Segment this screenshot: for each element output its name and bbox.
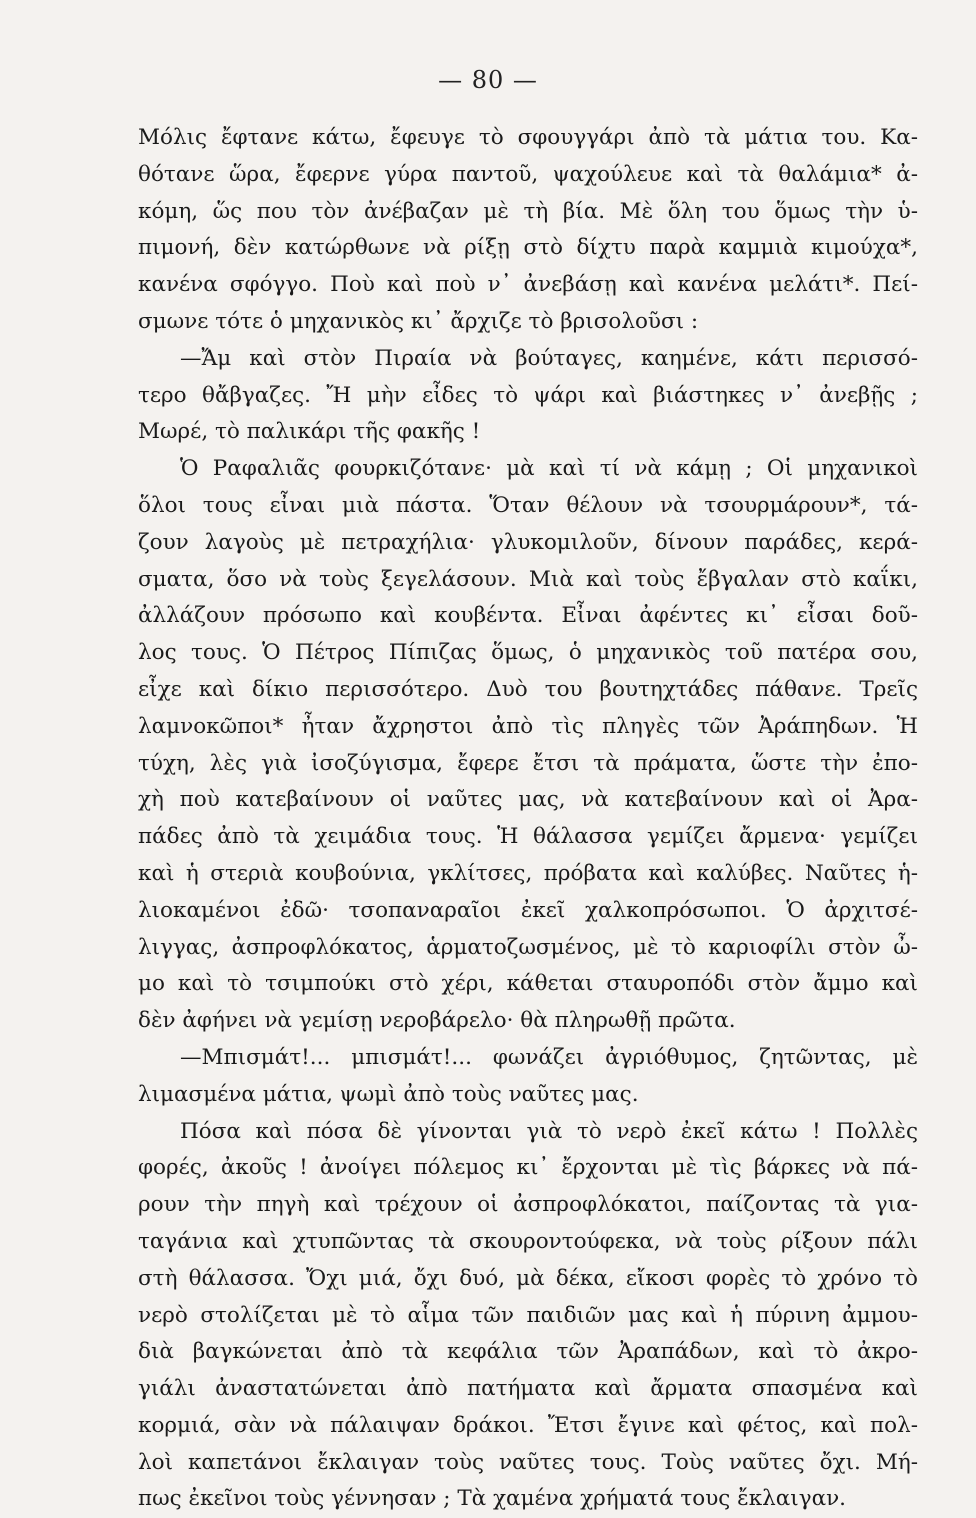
text-line: τύχη, λὲς γιὰ ἰσοζύγισμα, ἔφερε ἔτσι τὰ πράματα, ὥστε τὴν ἐπο- <box>138 750 918 776</box>
text-line: κόμη, ὥς που τὸν ἀνέβαζαν μὲ τὴ βία. Μὲ ὅλη του ὅμως τὴν ὑ- <box>138 198 918 224</box>
text-line: ἀλλάζουν πρόσωπο καὶ κουβέντα. Εἶναι ἀφέντες κι᾽ εἶσαι δοῦ- <box>138 603 918 629</box>
text-line: καὶ ἡ στεριὰ κουβούνια, γκλίτσες, πρόβατα καὶ καλύβες. Ναῦτες ἡ- <box>138 860 918 886</box>
text-line: λιγγας, ἀσπροφλόκατος, ἁρματοζωσμένος, μὲ τὸ καριοφίλι στὸν ὦ- <box>138 934 918 960</box>
text-line: λιοκαμένοι ἐδῶ· τσοπαναραῖοι ἐκεῖ χαλκοπρόσωποι. Ὁ ἀρχιτσέ- <box>138 897 918 923</box>
text-line: Ὁ Ραφαλιᾶς φουρκιζότανε· μὰ καὶ τί νὰ κάμῃ ; Οἱ μηχανικοὶ <box>180 456 918 482</box>
text-line: κορμιά, σὰν νὰ πάλαιψαν δράκοι. Ἔτσι ἔγινε καὶ φέτος, καὶ πολ- <box>138 1412 918 1438</box>
body-text <box>138 120 918 1518</box>
text-line: λιμασμένα μάτια, ψωμὶ ἀπὸ τοὺς ναῦτες μας. <box>138 1081 639 1107</box>
text-line: νερὸ στολίζεται μὲ τὸ αἷμα τῶν παιδιῶν μας καὶ ἡ πύρινη ἀμμου- <box>138 1302 918 1328</box>
text-line: Μωρέ, τὸ παλικάρι τῆς φακῆς ! <box>138 419 481 445</box>
text-line: ὅλοι τους εἶναι μιὰ πάστα. Ὅταν θέλουν νὰ τσουρμάρουν*, τά- <box>138 492 918 518</box>
text-line: θότανε ὥρα, ἔφερνε γύρα παντοῦ, ψαχούλευε καὶ τὰ θαλάμια* ἀ- <box>138 161 918 187</box>
text-line: χὴ ποὺ κατεβαίνουν οἱ ναῦτες μας, νὰ κατεβαίνουν καὶ οἱ Ἀρα- <box>138 787 918 813</box>
page-number: — 80 — <box>438 66 538 94</box>
text-line: πάδες ἀπὸ τὰ χειμάδια τους. Ἡ θάλασσα γεμίζει ἄρμενα· γεμίζει <box>138 824 918 850</box>
text-line: γιάλι ἀναστατώνεται ἀπὸ πατήματα καὶ ἄρματα σπασμένα καὶ <box>138 1376 918 1402</box>
text-line: πιμονή, δὲν κατώρθωνε νὰ ρίξῃ στὸ δίχτυ παρὰ καμμιὰ κιμούχα*, <box>138 235 918 261</box>
text-line: Πόσα καὶ πόσα δὲ γίνονται γιὰ τὸ νερὸ ἐκεῖ κάτω ! Πολλὲς <box>180 1118 918 1144</box>
text-line: τερο θἄβγαζες. Ἤ μὴν εἶδες τὸ ψάρι καὶ βιάστηκες ν᾽ ἀνεβῇς ; <box>138 382 918 408</box>
text-line: φορές, ἀκοῦς ! ἀνοίγει πόλεμος κι᾽ ἔρχονται μὲ τὶς βάρκες νὰ πά- <box>138 1155 918 1181</box>
text-line: πως ἐκεῖνοι τοὺς γέννησαν ; Τὰ χαμένα χρήματά τους ἔκλαιγαν. <box>138 1486 846 1512</box>
text-line: σμωνε τότε ὁ μηχανικὸς κι᾽ ἄρχιζε τὸ βρισολοῦσι : <box>138 308 699 334</box>
text-line: —Μπισμάτ!... μπισμάτ!... φωνάζει ἀγριόθυμος, ζητῶντας, μὲ <box>180 1044 918 1070</box>
text-line: ζουν λαγοὺς μὲ πετραχήλια· γλυκομιλοῦν, δίνουν παράδες, κερά- <box>138 529 918 555</box>
text-line: στὴ θάλασσα. Ὄχι μιά, ὄχι δυό, μὰ δέκα, εἴκοσι φορὲς τὸ χρόνο τὸ <box>138 1265 918 1291</box>
text-line: λαμνοκῶποι* ἦταν ἄχρηστοι ἀπὸ τὶς πληγὲς τῶν Ἀράπηδων. Ἡ <box>138 713 918 739</box>
text-line: δὲν ἀφήνει νὰ γεμίσῃ νεροβάρελο· θὰ πληρωθῇ πρῶτα. <box>138 1008 736 1034</box>
text-line: λος τους. Ὁ Πέτρος Πίπιζας ὅμως, ὁ μηχανικὸς τοῦ πατέρα σου, <box>138 640 918 666</box>
text-line: εἶχε καὶ δίκιο περισσότερο. Δυὸ του βουτηχτάδες πάθανε. Τρεῖς <box>138 676 918 702</box>
text-line: διὰ βαγκώνεται ἀπὸ τὰ κεφάλια τῶν Ἀραπάδων, καὶ τὸ ἀκρο- <box>138 1339 918 1365</box>
text-line: λοὶ καπετάνοι ἔκλαιγαν τοὺς ναῦτες τους. Τοὺς ναῦτες ὄχι. Μή- <box>138 1449 918 1475</box>
text-line: κανένα σφόγγο. Ποὺ καὶ ποὺ ν᾽ ἀνεβάσῃ καὶ κανένα μελάτι*. Πεί- <box>138 272 918 298</box>
text-line: Μόλις ἔφτανε κάτω, ἔφευγε τὸ σφουγγάρι ἀπὸ τὰ μάτια του. Κα- <box>138 125 918 150</box>
text-line: ταγάνια καὶ χτυπῶντας τὰ σκουροντούφεκα, νὰ τοὺς ρίξουν πάλι <box>138 1228 918 1254</box>
text-line: μο καὶ τὸ τσιμπούκι στὸ χέρι, κάθεται σταυροπόδι στὸν ἄμμο καὶ <box>138 971 918 997</box>
text-line: —Ἄμ καὶ στὸν Πιραία νὰ βούταγες, καημένε, κάτι περισσό- <box>180 345 918 371</box>
text-line: σματα, ὅσο νὰ τοὺς ξεγελάσουν. Μιὰ καὶ τοὺς ἔβγαλαν στὸ καΐκι, <box>138 566 918 592</box>
text-line: ρουν τὴν πηγὴ καὶ τρέχουν οἱ ἀσπροφλόκατοι, παίζοντας τὰ για- <box>138 1192 918 1218</box>
